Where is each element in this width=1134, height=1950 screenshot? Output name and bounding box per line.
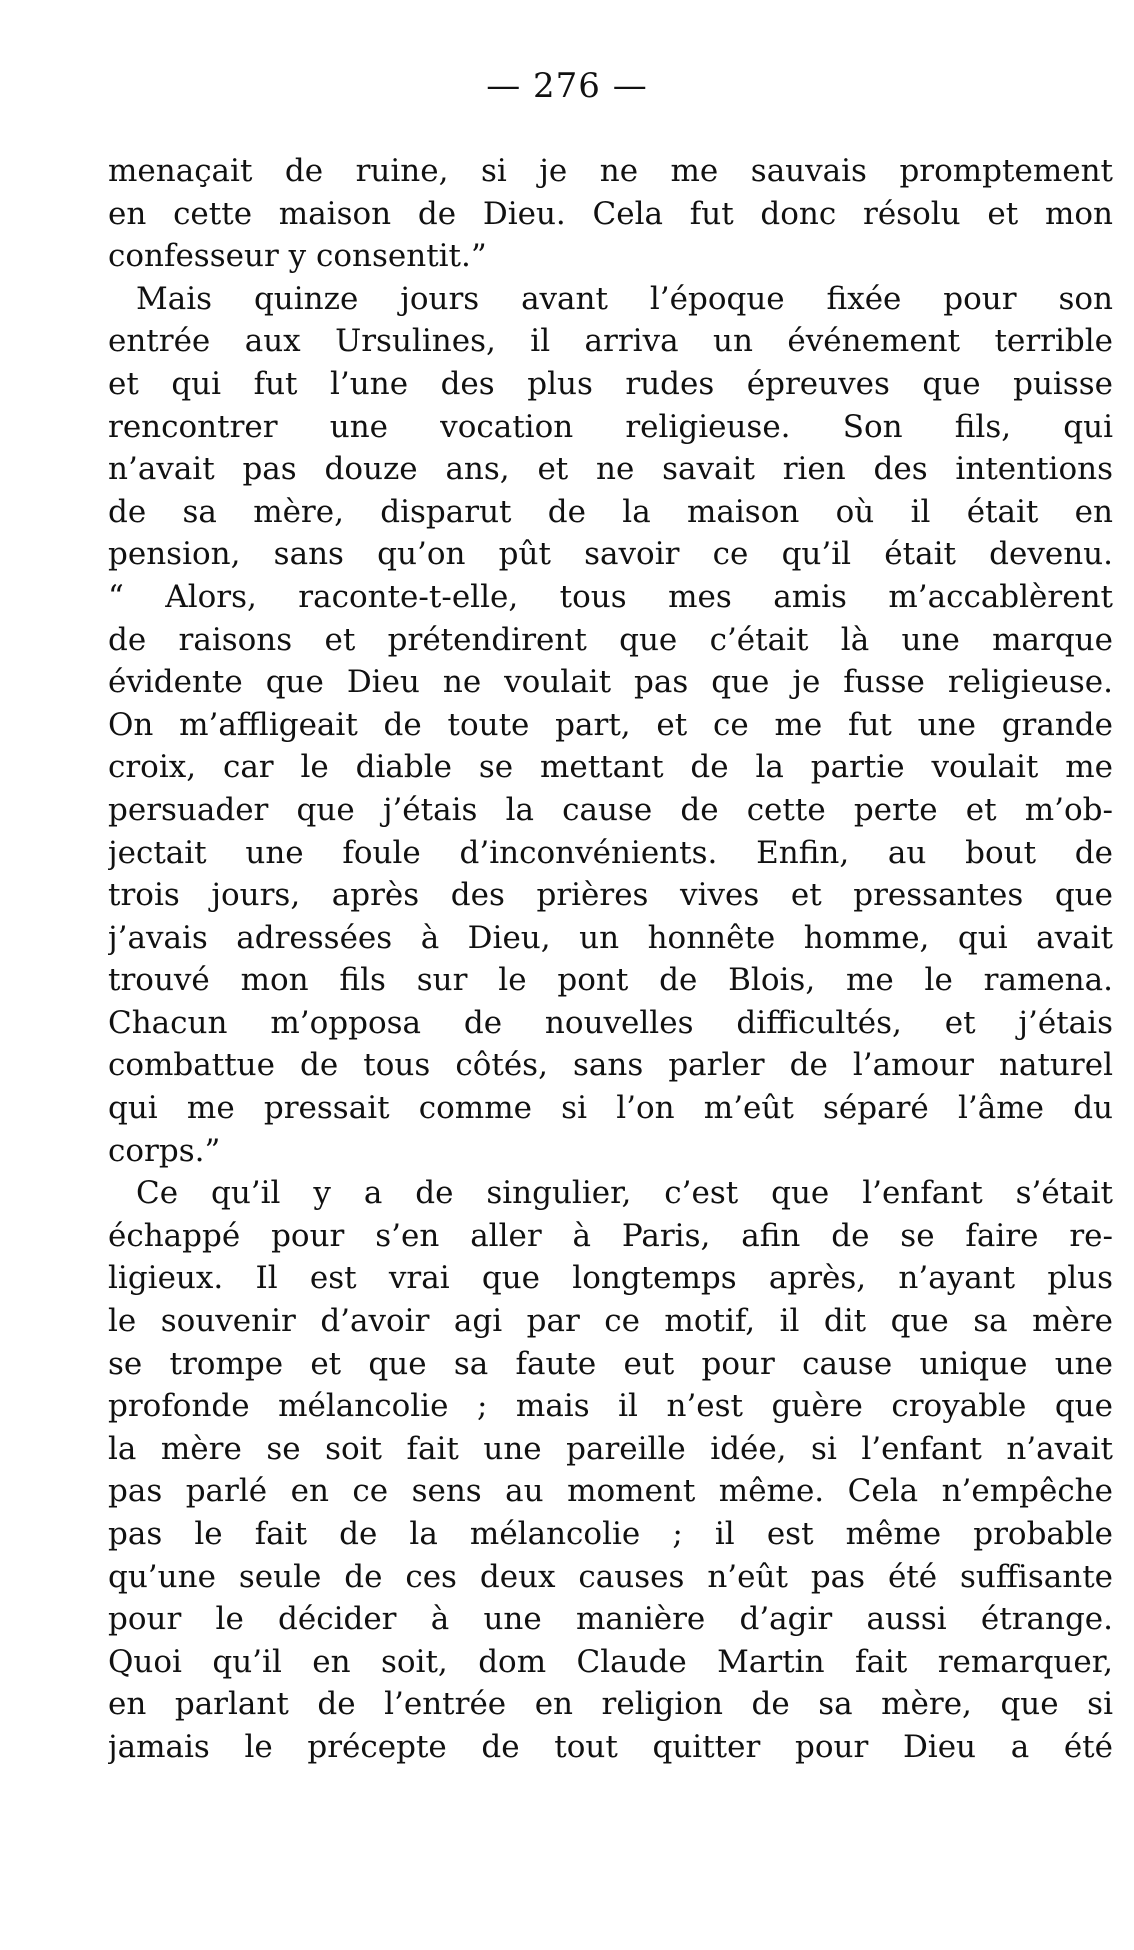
text-line: et qui fut l’une des plus rudes épreuves que puisse [108,365,1113,402]
text-line: n’avait pas douze ans, et ne savait rien des intentions [108,451,1113,488]
text-line: trouvé mon fils sur le pont de Blois, me le ramena. [108,962,1113,999]
text-line: profonde mélancolie ; mais il n’est guère croyable que [108,1388,1113,1425]
text-line: ligieux. Il est vrai que longtemps après, n’ayant plus [108,1260,1113,1297]
text-line: confesseur y consentit.” [108,238,487,275]
page-number: — 276 — [486,66,648,106]
text-line: On m’affligeait de toute part, et ce me fut une grande [108,706,1113,743]
text-line: jamais le précepte de tout quitter pour Dieu a été [108,1728,1113,1765]
text-line: entrée aux Ursulines, il arriva un événement terrible [108,323,1113,360]
text-line: qui me pressait comme si l’on m’eût séparé l’âme du [108,1090,1113,1127]
text-line: croix, car le diable se mettant de la partie voulait me [108,749,1113,786]
text-line: Mais quinze jours avant l’époque fixée pour son [136,280,1113,317]
text-line: en parlant de l’entrée en religion de sa mère, que si [108,1686,1113,1723]
text-line: combattue de tous côtés, sans parler de l’amour naturel [108,1047,1113,1084]
text-line: jectait une foule d’inconvénients. Enfin, au bout de [108,834,1113,871]
text-line: j’avais adressées à Dieu, un honnête homme, qui avait [108,919,1113,956]
text-line: pas le fait de la mélancolie ; il est même probable [108,1516,1113,1552]
text-line: persuader que j’étais la cause de cette perte et m’ob- [108,791,1113,828]
text-line: qu’une seule de ces deux causes n’eût pas été suffisante [108,1558,1113,1595]
text-line: évidente que Dieu ne voulait pas que je fusse religieuse. [108,664,1113,701]
text-line: pas parlé en ce sens au moment même. Cela n’empêche [108,1473,1113,1510]
text-line: menaçait de ruine, si je ne me sauvais promptement [108,153,1113,189]
text-line: se trompe et que sa faute eut pour cause unique une [108,1345,1113,1382]
text-line: pour le décider à une manière d’agir aussi étrange. [108,1601,1113,1638]
text-line: corps.” [108,1132,221,1169]
text-line: Quoi qu’il en soit, dom Claude Martin fait remarquer, [108,1643,1113,1680]
text-line: rencontrer une vocation religieuse. Son fils, qui [108,408,1113,445]
text-line: Chacun m’opposa de nouvelles difficultés, et j’étais [108,1004,1113,1041]
text-line: de sa mère, disparut de la maison où il était en [108,493,1113,530]
text-line: “ Alors, raconte-t-elle, tous mes amis m’accablèrent [108,578,1113,615]
text-line: en cette maison de Dieu. Cela fut donc résolu et mon [108,195,1113,232]
text-line: le souvenir d’avoir agi par ce motif, il dit que sa mère [108,1303,1113,1340]
text-line: Ce qu’il y a de singulier, c’est que l’enfant s’était [136,1175,1113,1212]
text-line: échappé pour s’en aller à Paris, afin de se faire re- [108,1217,1113,1254]
text-line: trois jours, après des prières vives et pressantes que [108,877,1113,914]
body-text [108,150,1113,1769]
text-line: de raisons et prétendirent que c’était là une marque [108,621,1113,658]
text-line: pension, sans qu’on pût savoir ce qu’il était devenu. [108,536,1113,573]
text-line: la mère se soit fait une pareille idée, si l’enfant n’avait [108,1430,1113,1467]
